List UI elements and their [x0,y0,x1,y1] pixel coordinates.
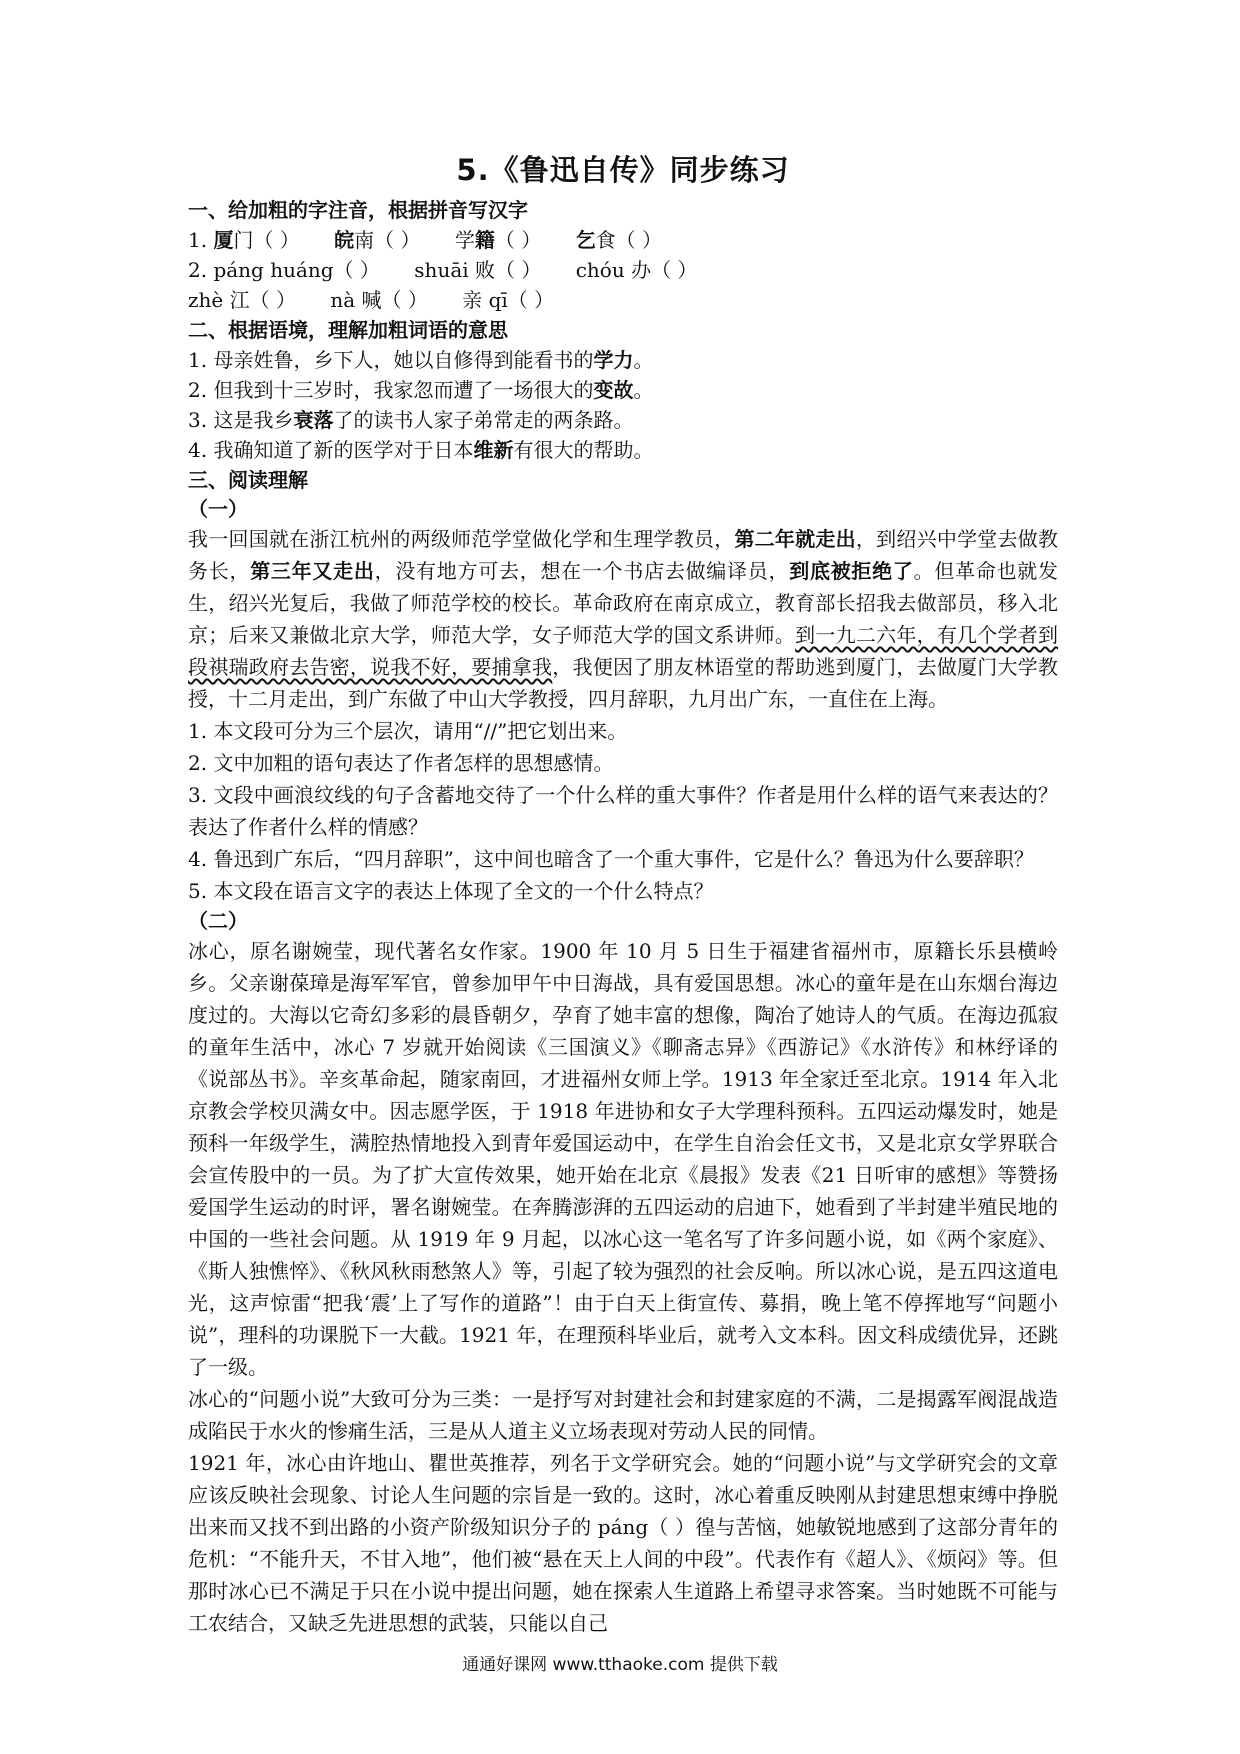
passage-2-paragraph: 1921 年，冰心由许地山、瞿世英推荐，列名于文学研究会。她的“问题小说”与文学研究会的文章应该反映社会现象、讨论人生问题的宗旨是一致的。这时，冰心着重反映刚从封建思想束缚中挣脱出来而又找不到出路的小资产阶级知识分子的 páng（ ）徨与苦恼，她敏锐地感到了这部分青年的危机：“不能升天，不甘入地”，他们被“悬在天上人间的中段”。代表作有《超人》、《烦闷》等。但那时冰心已不满足于只在小说中提出问题，她在探索人生道路上希望寻求答案。当时她既不可能与工农结合，又缺乏先进思想的武装，只能以自己 [188,1451,1058,1635]
question: 1. 本文段可分为三个层次，请用“//”把它划出来。 [188,719,628,743]
sec2-item: 4. 我确知道了新的医学对于日本维新有很大的帮助。 [188,438,654,462]
question: 5. 本文段在语言文字的表达上体现了全文的一个什么特点？ [188,879,714,903]
wavy-underlined-sentence: 到一九二六年，有几个学者到段祺瑞政府去告密，说我不好，要捕拿我 [188,623,1059,679]
page-title: 5.《鲁迅自传》同步练习 [456,153,790,187]
passage-2-paragraph: 冰心，原名谢婉莹，现代著名女作家。1900 年 10 月 5 日生于福建省福州市，原籍长乐县横岭乡。父亲谢葆璋是海军军官，曾参加甲午中日海战，具有爱国思想。冰心的童年是在山东烟台海边度过的。大海以它奇幻多彩的晨昏朝夕，孕育了她丰富的想像，陶冶了她诗人的气质。在海边孤寂的童年生活中，冰心 7 岁就开始阅读《三国演义》《聊斋志异》《西游记》《水浒传》和林纾译的《说部丛书》。辛亥革命起，随家南回，才进福州女师上学。1913 年全家迁至北京。1914 年入北京教会学校贝满女中。因志愿学医，于 1918 年进协和女子大学理科预科。五四运动爆发时，她是预科一年级学生，满腔热情地投入到青年爱国运动中，在学生自治会任文书，又是北京女学界联合会宣传股中的一员。为了扩大宣传效果，她开始在北京《晨报》发表《21 日听审的感想》等赞扬爱国学生运动的时评，署名谢婉莹。在奔腾澎湃的五四运动的启迪下，她看到了半封建半殖民地的中国的一些社会问题。从 1919 年 9 月起，以冰心这一笔名写了许多问题小说，如《两个家庭》、《斯人独憔悴》、《秋风秋雨愁煞人》等，引起了较为强烈的社会反响。所以冰心说，是五四这道电光，这声惊雷“把我‘震’上了写作的道路”！由于白天上街宣传、募捐，晚上笔不停挥地写“问题小说”，理科的功课脱下一大截。1921 年，在理预科毕业后，就考入文本科。因文科成绩优异，还跳了一级。 [188,939,1058,1379]
question: 4. 鲁迅到广东后，“四月辞职”，这中间也暗含了一个重大事件，它是什么？鲁迅为什么要辞职？ [188,847,1034,871]
section-2-heading: 二、根据语境，理解加粗词语的意思 [188,318,508,342]
sec2-item: 3. 这是我乡衰落了的读书人家子弟常走的两条路。 [188,408,634,432]
question: 2. 文中加粗的语句表达了作者怎样的思想感情。 [188,751,614,775]
part-1-label: （一） [188,497,248,521]
section-3-heading: 三、阅读理解 [188,468,308,492]
sec1-row-1: 1. 厦门（ ） 皖南（ ） 学籍（ ） 乞食（ ） [188,228,662,252]
part-2-label: （二） [188,909,248,933]
sec2-item: 1. 母亲姓鲁，乡下人，她以自修得到能看书的学力。 [188,348,654,372]
question: 3. 文段中画浪纹线的句子含蓄地交待了一个什么样的重大事件？作者是用什么样的语气来表达的？表达了作者什么样的情感？ [188,783,1058,839]
sec2-item: 2. 但我到十三岁时，我家忽而遭了一场很大的变故。 [188,378,654,402]
section-1-heading: 一、给加粗的字注音，根据拼音写汉字 [188,198,528,222]
sec1-row-2: 2. páng huáng（ ） shuāi 败（ ） chóu 办（ ） [188,258,698,282]
worksheet [188,148,1058,1639]
passage-2-paragraph: 冰心的“问题小说”大致可分为三类：一是抒写对封建社会和封建家庭的不满，二是揭露军阀混战造成陷民于水火的惨痛生活，三是从人道主义立场表现对劳动人民的同情。 [188,1387,1058,1443]
passage-1: 我一回国就在浙江杭州的两级师范学堂做化学和生理学教员，第二年就走出，到绍兴中学堂去做教务长，第三年又走出，没有地方可去，想在一个书店去做编译员，到底被拒绝了。但革命也就发生，绍兴光复后，我做了师范学校的校长。革命政府在南京成立，教育部长招我去做部员，移入北京；后来又兼做北京大学，师范大学，女子师范大学的国文系讲师。到一九二六年，有几个学者到段祺瑞政府去告密，说我不好，要捕拿我，我便因了朋友林语堂的帮助逃到厦门，去做厦门大学教授，十二月走出，到广东做了中山大学教授，四月辞职，九月出广东，一直住在上海。 [188,527,1059,711]
footer-text: 通通好课网 www.tthaoke.com 提供下载 [462,1655,778,1675]
sec1-row-3: zhè 江（ ） nà 喊（ ） 亲 qī（ ） [188,288,555,312]
